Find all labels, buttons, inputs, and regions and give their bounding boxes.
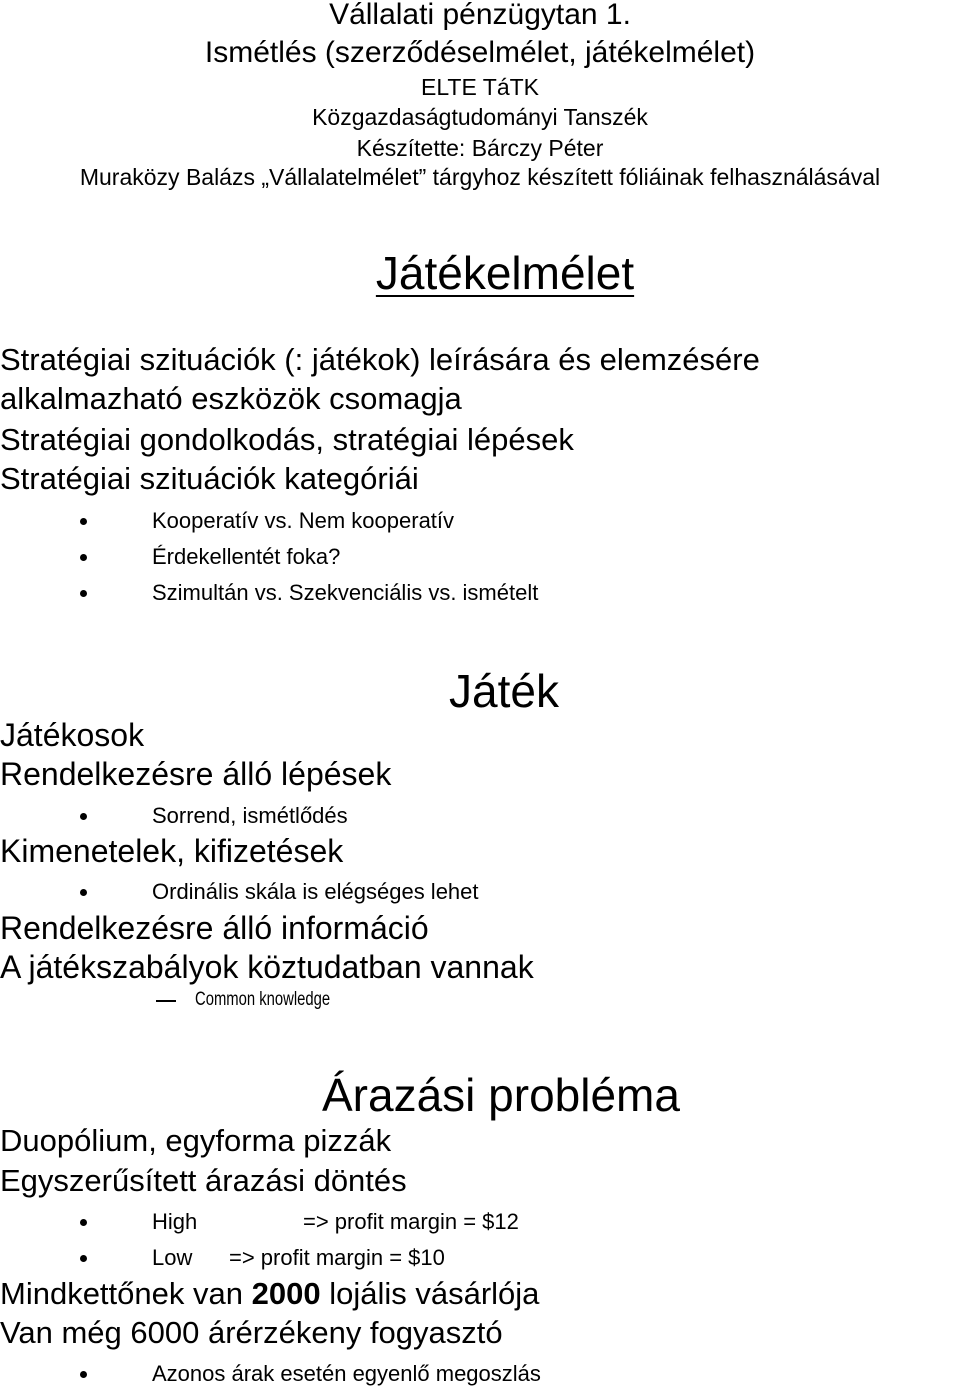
bullet-item: Azonos árak esetén egyenlő megoszlás [152, 1361, 541, 1386]
loyal-line [0, 1278, 539, 1309]
dash-item: Common knowledge [195, 989, 331, 1010]
bullet-icon [80, 554, 87, 561]
dash-icon [156, 1000, 176, 1002]
text-line: Kimenetelek, kifizetések [0, 833, 344, 869]
text-line: Egyszerűsített árazási döntés [0, 1163, 407, 1198]
bullet-icon [80, 1255, 87, 1262]
text-line: Rendelkezésre álló információ [0, 910, 429, 946]
bullet-item: Kooperatív vs. Nem kooperatív [152, 508, 455, 533]
text-line: Van még 6000 árérzékeny fogyasztó [0, 1315, 503, 1350]
course-title: Vállalati pénzügytan 1. [329, 0, 631, 31]
section-title-game-theory: Játékelmélet [375, 247, 635, 299]
text-line: Stratégiai szituációk kategóriái [0, 461, 419, 496]
section-title-pricing: Árazási probléma [322, 1069, 680, 1121]
text-line: Duopólium, egyforma pizzák [0, 1123, 392, 1158]
bullet-icon [80, 813, 87, 820]
bullet-icon [80, 518, 87, 525]
bullet-icon [80, 1371, 87, 1378]
bullet-icon [80, 590, 87, 597]
bullet-item: Sorrend, ismétlődés [152, 803, 348, 828]
high-value: => profit margin = $12 [303, 1209, 519, 1234]
section-title-game: Játék [449, 665, 559, 717]
credit-line: Muraközy Balázs „Vállalatelmélet” tárgyhoz készített fóliáinak felhasználásával [79, 164, 881, 190]
bullet-item: Ordinális skála is elégséges lehet [152, 879, 479, 904]
author: Készítette: Bárczy Péter [356, 135, 604, 161]
subtitle: Ismétlés (szerződéselmélet, játékelmélet) [204, 36, 756, 69]
bullet-item: Érdekellentét foka? [152, 544, 341, 569]
text-line: Rendelkezésre álló lépések [0, 756, 392, 792]
text-line: A játékszabályok köztudatban vannak [0, 949, 534, 985]
text-line: Stratégiai gondolkodás, stratégiai lépések [0, 422, 574, 457]
loyal-number: 2000 [251, 1276, 321, 1311]
bullet-icon [80, 1219, 87, 1226]
text-line: Stratégiai szituációk (: játékok) leírására és elemzésére [0, 342, 760, 377]
low-label: Low [152, 1245, 193, 1270]
department: Közgazdaságtudományi Tanszék [312, 104, 648, 130]
bullet-icon [80, 889, 87, 896]
low-value: => profit margin = $10 [229, 1245, 445, 1270]
loyal-prefix: Mindkettőnek van [0, 1276, 243, 1311]
institution: ELTE TáTK [420, 74, 540, 100]
bullet-item: Szimultán vs. Szekvenciális vs. ismételt [152, 580, 539, 605]
loyal-suffix: lojális vásárlója [329, 1276, 540, 1311]
high-label: High [152, 1209, 198, 1234]
text-line: alkalmazható eszközök csomagja [0, 381, 462, 416]
text-line: Játékosok [0, 717, 145, 753]
